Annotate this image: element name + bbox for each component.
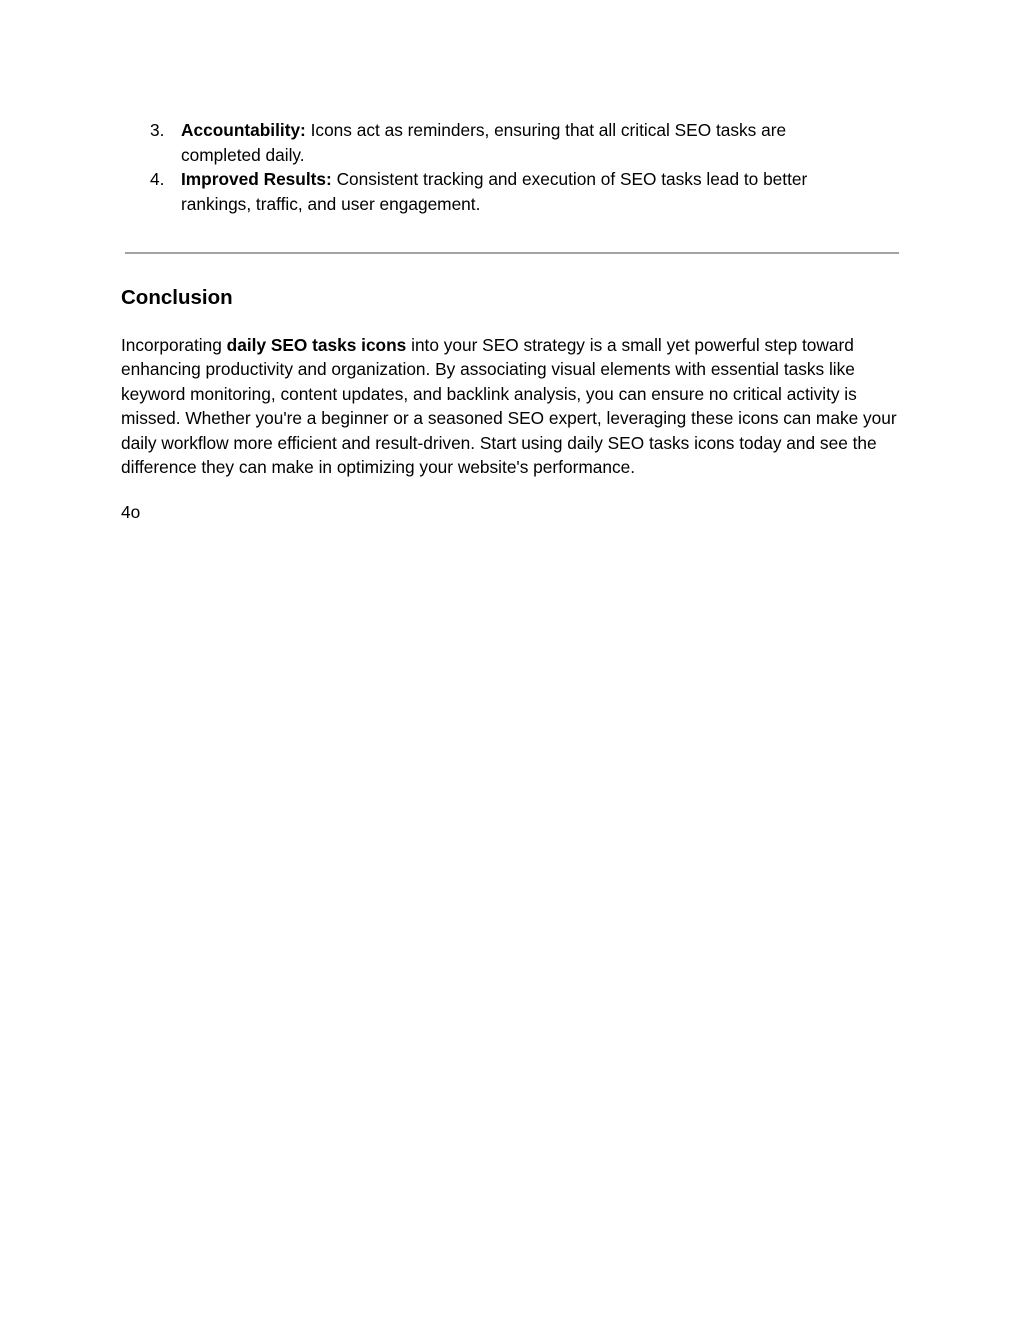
conclusion-paragraph — [121, 333, 911, 479]
conclusion-bold-phrase: daily SEO tasks icons — [226, 335, 407, 355]
horizontal-divider — [125, 252, 899, 254]
conclusion-heading: Conclusion — [121, 286, 233, 309]
footnote-text: 4o — [121, 502, 141, 522]
conclusion-text-after: into your SEO strategy is a small yet powerful step toward enhancing productivity and organization. By associating visual elements with essential tasks like keyword monitoring, content updates, and backlink analysis, you can ensure no critical activity is missed. Whether you're a beginner or a seasoned SEO expert, leveraging these icons can make your daily workflow more efficient and result-driven. Start using daily SEO tasks icons today and see the difference they can make in optimizing your website's performance. — [121, 335, 897, 478]
list-item — [121, 167, 861, 216]
list-item-number: 4. — [150, 169, 165, 189]
list-item-term: Accountability: — [181, 120, 306, 140]
benefits-list — [121, 118, 861, 216]
list-item-term: Improved Results: — [181, 169, 332, 189]
list-item-text: Consistent tracking and execution of SEO tasks lead to better rankings, traffic, and user engagement. — [181, 169, 808, 214]
list-item-number: 3. — [150, 120, 165, 140]
conclusion-text-before: Incorporating — [121, 335, 227, 355]
list-item — [121, 118, 861, 167]
list-item-text: Icons act as reminders, ensuring that all critical SEO tasks are completed daily. — [181, 120, 787, 165]
